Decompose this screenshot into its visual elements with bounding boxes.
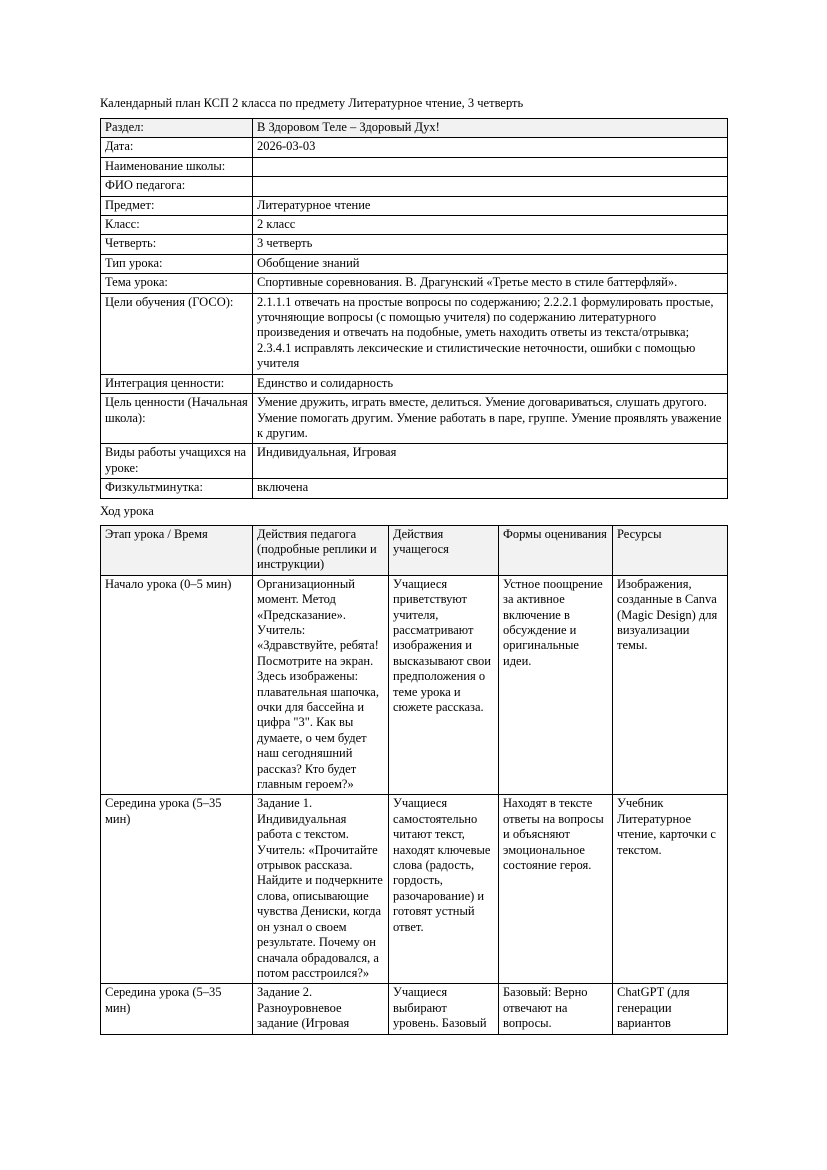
column-header: Действия учащегося <box>389 525 499 575</box>
resources-cell: Учебник Литературное чтение, карточки с текстом. <box>613 795 728 984</box>
info-label-cell: Наименование школы: <box>101 157 253 176</box>
info-label-cell: Класс: <box>101 216 253 235</box>
table-row <box>101 177 728 196</box>
table-row <box>101 575 728 795</box>
table-header-row <box>101 525 728 575</box>
info-label-cell: Тип урока: <box>101 254 253 273</box>
info-label-cell: Раздел: <box>101 119 253 138</box>
info-value-cell: Единство и солидарность <box>253 374 728 393</box>
resources-cell: ChatGPT (для генерации вариантов <box>613 984 728 1034</box>
table-row <box>101 157 728 176</box>
table-row <box>101 374 728 393</box>
stage-cell: Начало урока (0–5 мин) <box>101 575 253 795</box>
resources-cell: Изображения, созданные в Canva (Magic Design) для визуализации темы. <box>613 575 728 795</box>
column-header: Ресурсы <box>613 525 728 575</box>
student-actions-cell: Учащиеся самостоятельно читают текст, находят ключевые слова (радость, гордость, разочарование) и готовят устный ответ. <box>389 795 499 984</box>
column-header: Действия педагога (подробные реплики и инструкции) <box>253 525 389 575</box>
student-actions-cell: Учащиеся выбирают уровень. Базовый <box>389 984 499 1034</box>
teacher-actions-cell: Организационный момент. Метод «Предсказание». Учитель: «Здравствуйте, ребята! Посмотрите на экран. Здесь изображены: плавательная шапочка, очки для бассейна и цифра "3". Как вы думаете, о чем будет наш сегодняшний рассказ? Кто будет главным героем?» <box>253 575 389 795</box>
page-title: Календарный план КСП 2 класса по предмету Литературное чтение, 3 четверть <box>100 96 524 110</box>
info-value-cell: Спортивные соревнования. В. Драгунский «Третье место в стиле баттерфляй». <box>253 274 728 293</box>
info-label-cell: Тема урока: <box>101 274 253 293</box>
lesson-flow-caption: Ход урока <box>100 503 154 518</box>
info-value-cell <box>253 157 728 176</box>
info-value-cell: Умение дружить, играть вместе, делиться. Умение договариваться, слушать другого. Умение помогать другим. Умение работать в паре, группе. Умение проявлять уважение к другим. <box>253 394 728 444</box>
info-value-cell: Обобщение знаний <box>253 254 728 273</box>
table-row <box>101 479 728 498</box>
table-row <box>101 235 728 254</box>
info-value-cell: Литературное чтение <box>253 196 728 215</box>
info-value-cell: 2.1.1.1 отвечать на простые вопросы по содержанию; 2.2.2.1 формулировать простые, уточняющие вопросы (с помощью учителя) по содержанию литературного произведения и отвечать на подобные, уметь находить ответы из текста/отрывка; 2.3.4.1 исправлять лексические и стилистические неточности, ошибки с помощью учителя <box>253 293 728 374</box>
info-label-cell: Дата: <box>101 138 253 157</box>
table-row <box>101 293 728 374</box>
info-value-cell: В Здоровом Теле – Здоровый Дух! <box>253 119 728 138</box>
info-label-cell: Виды работы учащихся на уроке: <box>101 444 253 479</box>
teacher-actions-cell: Задание 2. Разноуровневое задание (Игровая <box>253 984 389 1034</box>
teacher-actions-cell: Задание 1. Индивидуальная работа с текстом. Учитель: «Прочитайте отрывок рассказа. Найдите и подчеркните слова, описывающие чувства Дениски, когда он узнал о своем результате. Почему он сначала обрадовался, а потом расстроился?» <box>253 795 389 984</box>
info-label-cell: Цели обучения (ГОСО): <box>101 293 253 374</box>
table-row <box>101 138 728 157</box>
info-value-cell: 3 четверть <box>253 235 728 254</box>
assessment-cell: Находят в тексте ответы на вопросы и объясняют эмоциональное состояние героя. <box>499 795 613 984</box>
info-value-cell: Индивидуальная, Игровая <box>253 444 728 479</box>
lesson-flow-body <box>101 575 728 1034</box>
table-row <box>101 274 728 293</box>
info-label-cell: Цель ценности (Начальная школа): <box>101 394 253 444</box>
info-label-cell: ФИО педагога: <box>101 177 253 196</box>
stage-cell: Середина урока (5–35 мин) <box>101 795 253 984</box>
lesson-flow-table <box>100 525 728 1035</box>
lesson-info-table <box>100 118 728 499</box>
stage-cell: Середина урока (5–35 мин) <box>101 984 253 1034</box>
info-label-cell: Предмет: <box>101 196 253 215</box>
table-row <box>101 795 728 984</box>
column-header: Формы оценивания <box>499 525 613 575</box>
table-row <box>101 984 728 1034</box>
assessment-cell: Базовый: Верно отвечают на вопросы. <box>499 984 613 1034</box>
assessment-cell: Устное поощрение за активное включение в обсуждение и оригинальные идеи. <box>499 575 613 795</box>
table-row <box>101 216 728 235</box>
info-value-cell: 2 класс <box>253 216 728 235</box>
student-actions-cell: Учащиеся приветствуют учителя, рассматривают изображения и высказывают свои предположения о теме урока и сюжете рассказа. <box>389 575 499 795</box>
info-label-cell: Интеграция ценности: <box>101 374 253 393</box>
info-label-cell: Четверть: <box>101 235 253 254</box>
lesson-flow-header <box>101 525 728 575</box>
column-header: Этап урока / Время <box>101 525 253 575</box>
table-row <box>101 119 728 138</box>
lesson-info-body <box>101 119 728 499</box>
table-row <box>101 254 728 273</box>
info-value-cell <box>253 177 728 196</box>
info-value-cell: 2026-03-03 <box>253 138 728 157</box>
table-row <box>101 394 728 444</box>
info-label-cell: Физкультминутка: <box>101 479 253 498</box>
table-row <box>101 196 728 215</box>
table-row <box>101 444 728 479</box>
info-value-cell: включена <box>253 479 728 498</box>
